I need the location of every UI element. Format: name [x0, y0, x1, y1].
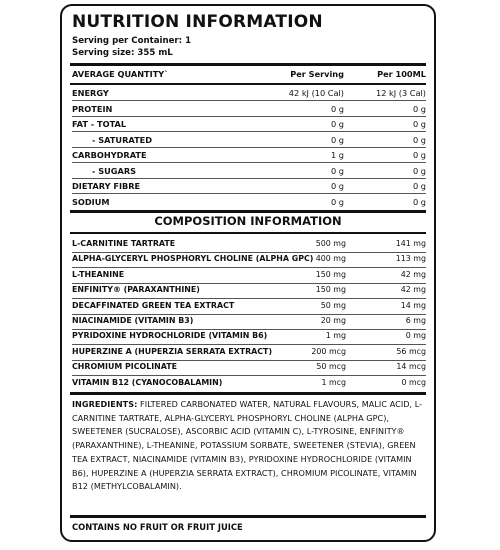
per-100ml-value: 0 g — [412, 165, 426, 176]
composition-divider — [70, 232, 426, 234]
per-100ml-value: 14 mg — [400, 300, 426, 310]
per-100ml-value: 0 g — [412, 196, 426, 207]
nutrition-row — [72, 195, 426, 210]
per-serving-value: 0 g — [330, 181, 344, 191]
per-serving-value: 0 g — [330, 119, 344, 129]
per-serving-value: 500 mg — [315, 239, 346, 248]
nutrition-row — [72, 148, 426, 163]
per-serving-value: 1 mg — [325, 331, 346, 341]
nutrition-row — [72, 117, 426, 132]
per-serving-value: 50 mcg — [316, 362, 346, 372]
per-100ml-value: 56 mcg — [396, 346, 426, 356]
nutrition-row — [72, 179, 426, 194]
thick-divider — [70, 392, 426, 395]
per-serving-value: 0 g — [330, 196, 344, 207]
nutrient-label: CARBOHYDRATE — [72, 150, 147, 160]
per-100ml-value: 0 g — [412, 119, 426, 129]
composition-row — [72, 375, 426, 392]
thick-divider — [70, 515, 426, 518]
nutrient-label: ENERGY — [72, 88, 109, 98]
per-100ml-value: 0 g — [412, 181, 426, 191]
per-serving-value: 1 g — [330, 150, 344, 160]
nutrient-label: DIETARY FIBRE — [72, 181, 141, 191]
ingredient-label: ALPHA-GLYCERYL PHOSPHORYL CHOLINE (ALPHA GPC) — [72, 254, 314, 264]
ingredients-text: FILTERED CARBONATED WATER, NATURAL FLAVOURS, MALIC ACID, L-CARNITINE TARTRATE, ALPHA-GLYCERYL PHOSPHORYL CHOLINE (ALPHA GPC), SWEETENER (SUCRALOSE), ASCORBIC ACID (VITAMIN C), L-TYROSINE, ENFINITY® (PARAXANTHINE), L-THEANINE, POTASSIUM SORBATE, SWEETENER (STEVIA), GREEN TEA EXTRACT, NIACINAMIDE (VITAMIN B3), PYRIDOXINE HYDROCHLORIDE (VITAMIN B6), HUPERZINE A (HUPERZIA SERRATA EXTRACT), CHROMIUM PICOLINATE, VITAMIN B12 (METHYLCOBALAMIN). — [72, 399, 423, 492]
per-100ml-value: 0 g — [412, 134, 426, 145]
nutrient-label: PROTEIN — [72, 103, 113, 114]
per-serving-header: Per Serving — [290, 69, 344, 79]
per-100ml-value: 6 mg — [405, 316, 426, 325]
per-serving-value: 50 mg — [320, 300, 346, 310]
per-serving-value: 150 mg — [315, 285, 346, 295]
ingredients-block — [72, 398, 424, 494]
nutrition-row — [72, 164, 426, 179]
ingredient-label: NIACINAMIDE (VITAMIN B3) — [72, 316, 194, 325]
per-serving-value: 200 mcg — [311, 346, 346, 356]
per-serving-value: 42 kJ (10 Cal) — [288, 88, 344, 98]
per-serving-value: 1 mcg — [321, 377, 346, 387]
serving-per-container: Serving per Container: 1 — [72, 36, 192, 46]
no-fruit-statement: CONTAINS NO FRUIT OR FRUIT JUICE — [72, 522, 243, 532]
per-100ml-value: 113 mg — [395, 254, 426, 264]
per-serving-value: 0 g — [330, 103, 344, 114]
per-serving-value: 0 g — [330, 134, 344, 145]
nutrient-label: FAT - TOTAL — [72, 119, 127, 129]
panel-title: NUTRITION INFORMATION — [72, 12, 323, 32]
nutrition-header-row — [72, 67, 426, 82]
thick-divider — [70, 63, 426, 66]
nutrient-label: - SATURATED — [92, 134, 153, 145]
nutrient-label: - SUGARS — [92, 165, 137, 176]
ingredient-label: PYRIDOXINE HYDROCHLORIDE (VITAMIN B6) — [72, 331, 268, 341]
ingredient-label: ENFINITY® (PARAXANTHINE) — [72, 285, 200, 295]
per-serving-value: 20 mg — [320, 316, 346, 325]
average-quantity-label: AVERAGE QUANTITY` — [72, 69, 169, 79]
per-100ml-value: 141 mg — [395, 239, 426, 248]
thick-divider — [70, 210, 426, 213]
composition-title: COMPOSITION INFORMATION — [154, 214, 342, 228]
nutrition-panel — [60, 4, 436, 542]
nutrition-row — [72, 133, 426, 148]
nutrient-label: SODIUM — [72, 196, 110, 207]
per-100ml-value: 12 kJ (3 Cal) — [376, 88, 426, 98]
ingredient-label: DECAFFINATED GREEN TEA EXTRACT — [72, 300, 235, 310]
per-100ml-value: 14 mcg — [396, 362, 426, 372]
per-serving-value: 150 mg — [315, 269, 346, 279]
nutrition-row — [72, 86, 426, 101]
per-100ml-value: 42 mg — [400, 269, 426, 279]
header-divider — [70, 83, 426, 85]
per-100ml-header: Per 100ML — [377, 69, 426, 79]
ingredient-label: HUPERZINE A (HUPERZIA SERRATA EXTRACT) — [72, 346, 273, 356]
ingredient-label: L-THEANINE — [72, 269, 125, 279]
serving-size: Serving size: 355 mL — [72, 48, 173, 58]
per-serving-value: 400 mg — [315, 254, 346, 264]
ingredient-label: CHROMIUM PICOLINATE — [72, 362, 178, 372]
nutrition-row — [72, 102, 426, 117]
per-serving-value: 0 g — [330, 165, 344, 176]
per-100ml-value: 42 mg — [400, 285, 426, 295]
ingredient-label: L-CARNITINE TARTRATE — [72, 239, 176, 248]
per-100ml-value: 0 g — [412, 103, 426, 114]
per-100ml-value: 0 mcg — [401, 377, 426, 387]
per-100ml-value: 0 g — [412, 150, 426, 160]
ingredients-label: INGREDIENTS: — [72, 399, 138, 409]
ingredient-label: VITAMIN B12 (CYANOCOBALAMIN) — [72, 377, 223, 387]
per-100ml-value: 0 mg — [405, 331, 426, 341]
